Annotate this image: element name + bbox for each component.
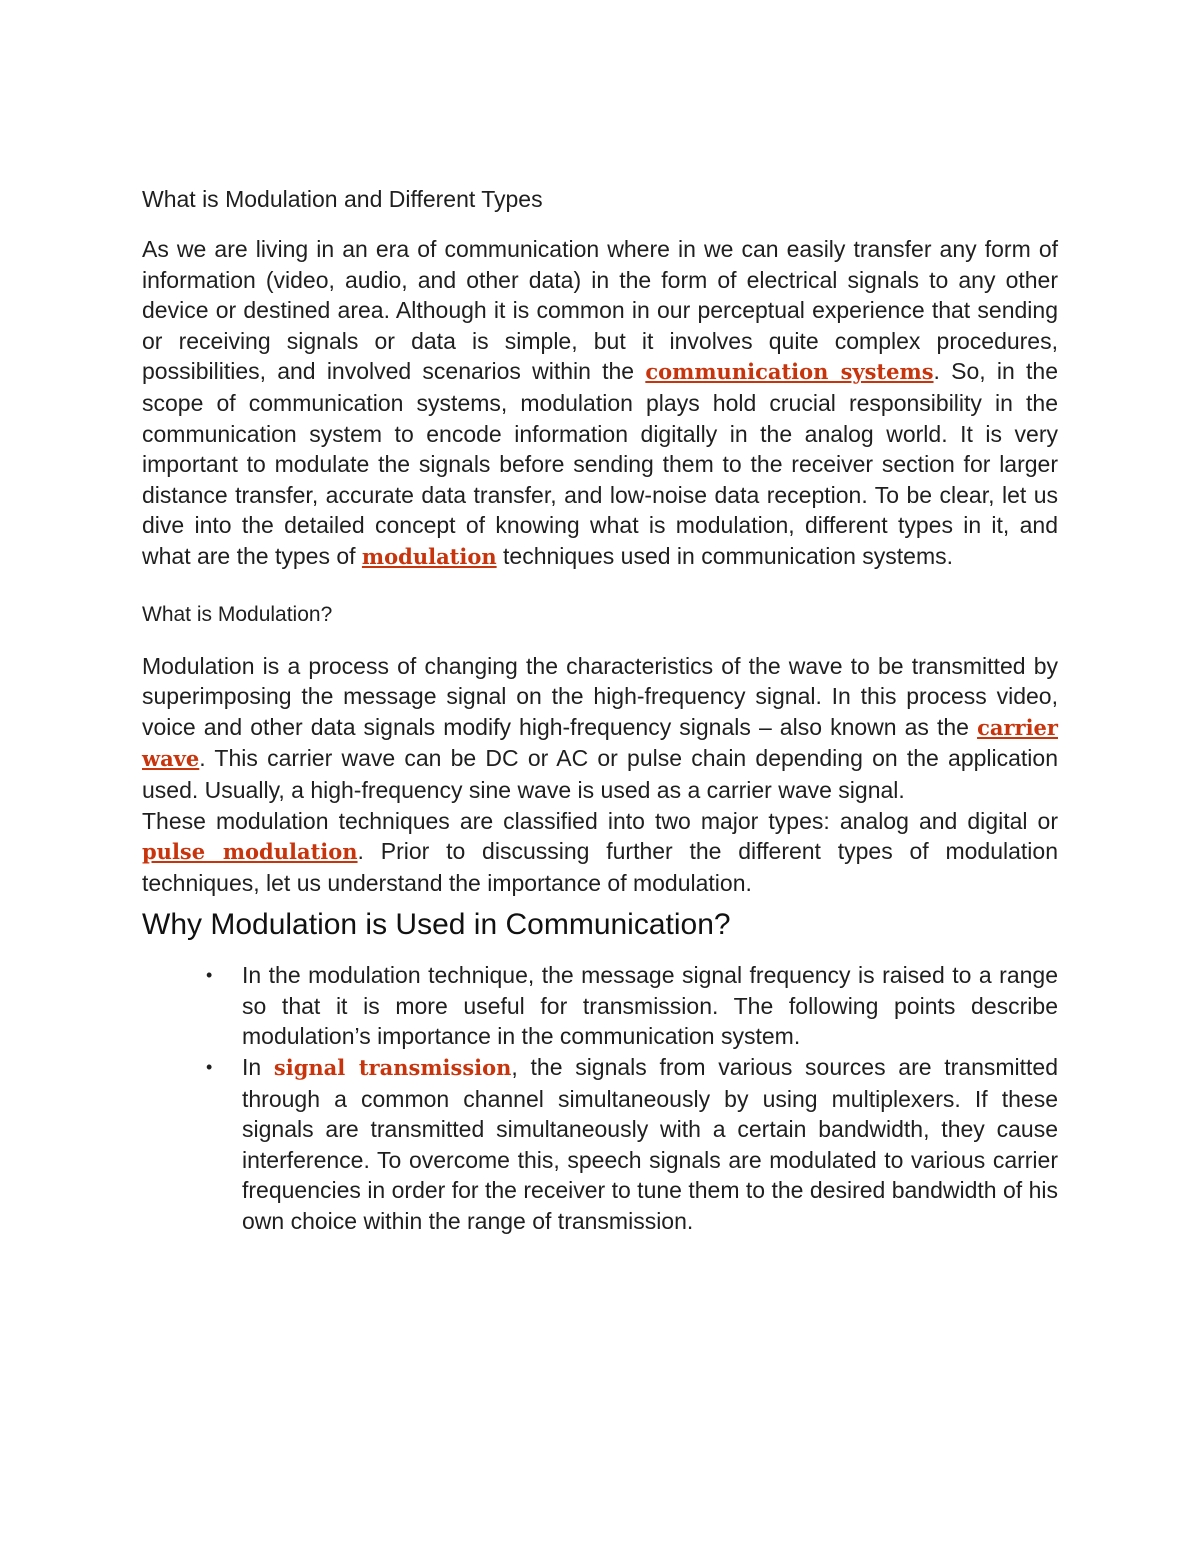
document-title: What is Modulation and Different Types (142, 186, 543, 212)
modulation-link[interactable]: modulation (361, 543, 497, 569)
bullet-text: , the signals from various sources are transmitted through a common channel simultaneously by using multiplexers. If these signals are transmitted simultaneously with a certain bandwidth, they cause interference. To overcome this, speech signals are modulated to various carrier frequencies in order for the receiver to tune them to the desired bandwidth of his own choice within the range of transmission. (242, 1054, 1058, 1235)
intro-text-1: As we are living in an era of communication where in we can easily transfer any form of information (video, audio, and other data) in the form of electrical signals to any other device or destined area. Although it is common in our perceptual experience that sending or receiving signals or data is simple, but it involves quite complex procedures, possibilities, and involved scenarios within the (142, 236, 1058, 385)
document-page (142, 184, 1058, 1237)
bullet-prefix: In (242, 1054, 274, 1081)
why-modulation-heading: Why Modulation is Used in Communication? (142, 908, 731, 942)
bullet-text: In the modulation technique, the message signal frequency is raised to a range so that it is more useful for transmission. The following points describe modulation’s importance in the communication system. (242, 962, 1058, 1050)
communication-systems-link[interactable]: communication systems (645, 359, 934, 385)
intro-text-3: techniques used in communication systems. (496, 542, 954, 569)
classification-paragraph (142, 806, 1058, 899)
carrier-wave-link[interactable]: carrier wave (142, 714, 1058, 772)
list-item (206, 960, 1058, 1052)
definition-paragraph (142, 651, 1058, 806)
classification-text-1: These modulation techniques are classified into two major types: analog and digital or (142, 807, 1058, 834)
classification-text-2: . Prior to discussing further the different types of modulation techniques, let us understand the importance of modulation. (142, 838, 1058, 896)
intro-paragraph (142, 234, 1058, 573)
intro-text-2: . So, in the scope of communication systems, modulation plays hold crucial responsibility in the communication system to encode information digitally in the analog world. It is very important to modulate the signals before sending them to the receiver section for larger distance transfer, accurate data transfer, and low-noise data reception. To be clear, let us dive into the detailed concept of knowing what is modulation, different types in it, and what are the types of (142, 358, 1058, 569)
importance-bullet-list (142, 960, 1058, 1236)
bullet-icon: • (206, 1057, 213, 1078)
list-item (206, 1052, 1058, 1237)
pulse-modulation-link[interactable]: pulse modulation (142, 839, 358, 865)
signal-transmission-link[interactable]: signal transmission (273, 1055, 512, 1081)
what-is-modulation-subheading: What is Modulation? (142, 602, 333, 626)
definition-text-2: . This carrier wave can be DC or AC or pulse chain depending on the application used. Usually, a high-frequency sine wave is used as a carrier wave signal. (142, 745, 1058, 803)
bullet-icon: • (206, 965, 213, 986)
definition-text-1: Modulation is a process of changing the characteristics of the wave to be transmitted by superimposing the message signal on the high-frequency signal. In this process video, voice and other data signals modify high-frequency signals – also known as the (142, 652, 1058, 740)
